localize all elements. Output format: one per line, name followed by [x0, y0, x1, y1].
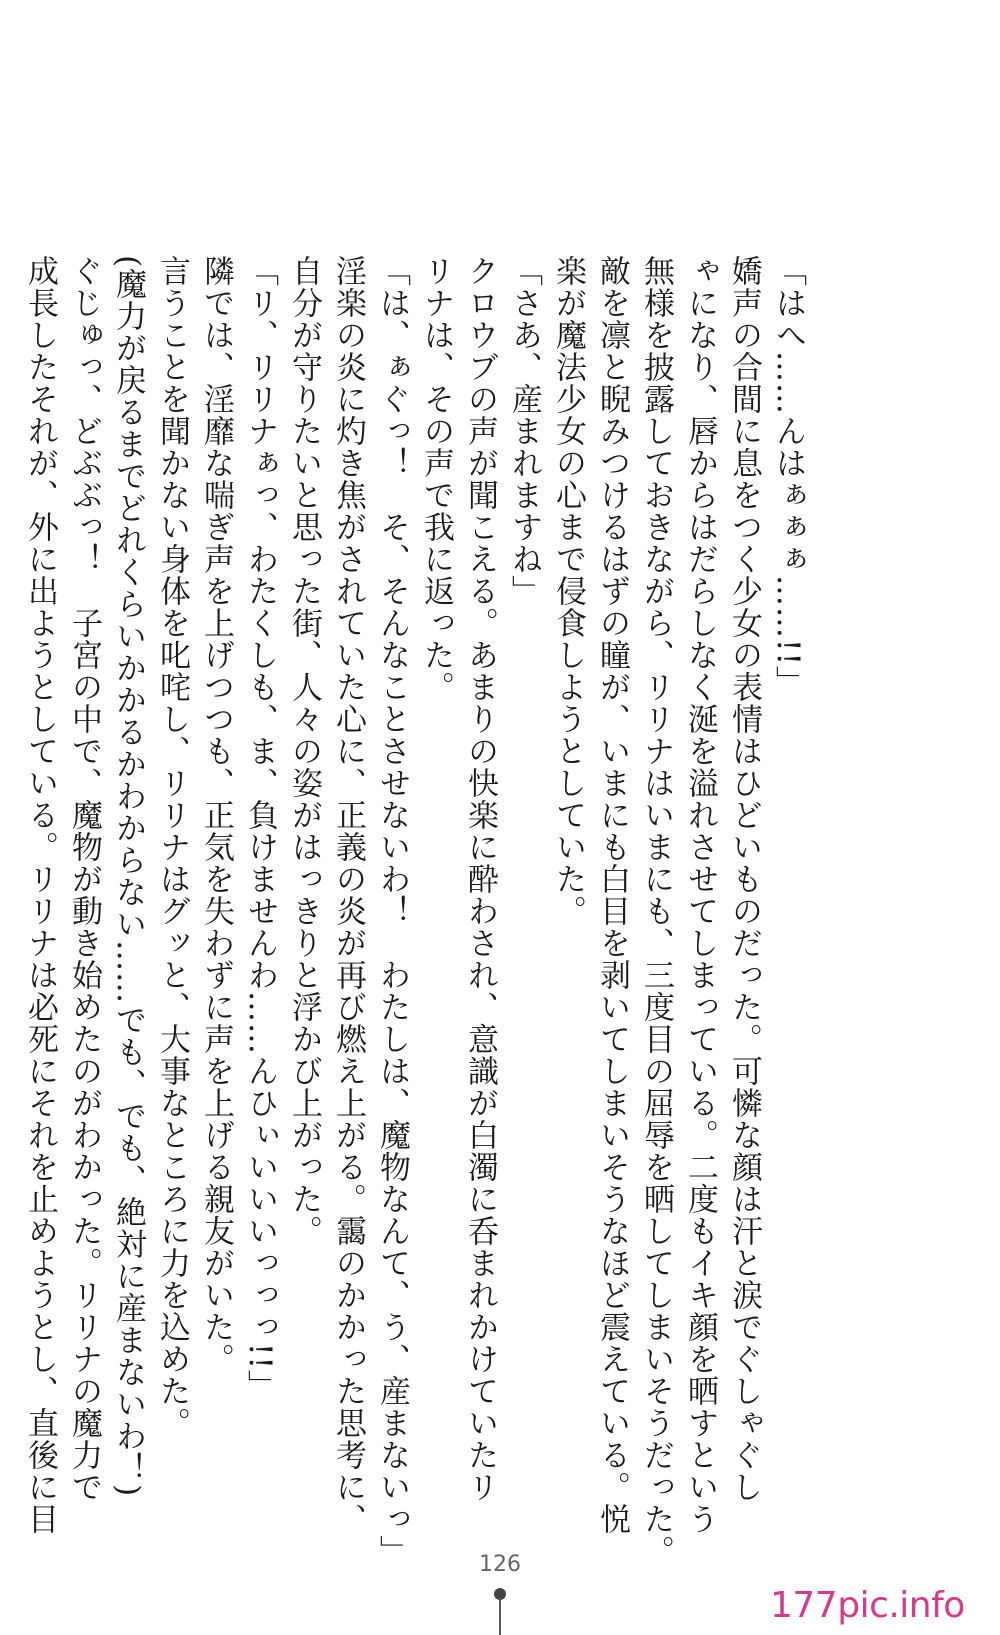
page-number: 126	[479, 1552, 521, 1577]
watermark: 177pic.info	[770, 1585, 965, 1626]
text-line: クロウブの声が聞こえる。あまりの快楽に酔わされ、意識が白濁に呑まれかけていたリ	[462, 255, 498, 1503]
text-line: 嬌声の合間に息をつく少女の表情はひどいものだった。可憐な顔は汗と涙でぐしゃぐし	[726, 255, 762, 1503]
text-line: (魔力が戻るまでどれくらいかかるかわからない……でも、でも、絶対に産まないわ！)	[110, 255, 146, 1498]
text-line: 淫楽の炎に灼き焦がされていた心に、正義の炎が再び燃え上がる。靄のかかった思考に、	[330, 255, 366, 1535]
page-marker-line	[499, 1598, 501, 1635]
text-line: 言うことを聞かない身体を叱咤し、リリナはグッと、大事なところに力を込めた。	[154, 255, 190, 1439]
text-line: 成長したそれが、外に出ようとしている。リリナは必死にそれを止めようとし、直後に目	[22, 255, 58, 1535]
text-line: 無様を披露しておきながら、リリナはいまにも、三度目の屈辱を晒してしまいそうだった。	[638, 255, 674, 1567]
text-line: 「リ、リリナぁっ、わたくしも、ま、負けませんわ……んひぃいいいっっっ!!」	[242, 255, 278, 1402]
text-line: 隣では、淫靡な喘ぎ声を上げつつも、正気を失わずに声を上げる親友がいた。	[198, 255, 234, 1375]
text-line: 楽が魔法少女の心まで侵食しようとしていた。	[550, 255, 586, 927]
text-line: ゃになり、唇からはだらしなく涎を溢れさせてしまっている。二度もイキ顔を晒すという	[682, 255, 718, 1535]
text-line: 「さあ、産まれますね」	[506, 255, 542, 607]
text-line: ぐじゅっ、どぶぶっ！ 子宮の中で、魔物が動き始めたのがわかった。リリナの魔力で	[66, 255, 102, 1503]
text-line: 「は、ぁぐっ！ そ、そんなことさせないわ！ わたしは、魔物なんて、う、産まないっ」	[374, 255, 410, 1567]
text-line: 敵を凛と睨みつけるはずの瞳が、いまにも白目を剥いてしまいそうなほど震えている。悦	[594, 255, 630, 1535]
text-line: 自分が守りたいと思った街、人々の姿がはっきりと浮かび上がった。	[286, 255, 322, 1247]
text-line: 「はへ……んはぁぁぁ……!!」	[770, 255, 806, 698]
text-line: リナは、その声で我に返った。	[418, 255, 454, 703]
